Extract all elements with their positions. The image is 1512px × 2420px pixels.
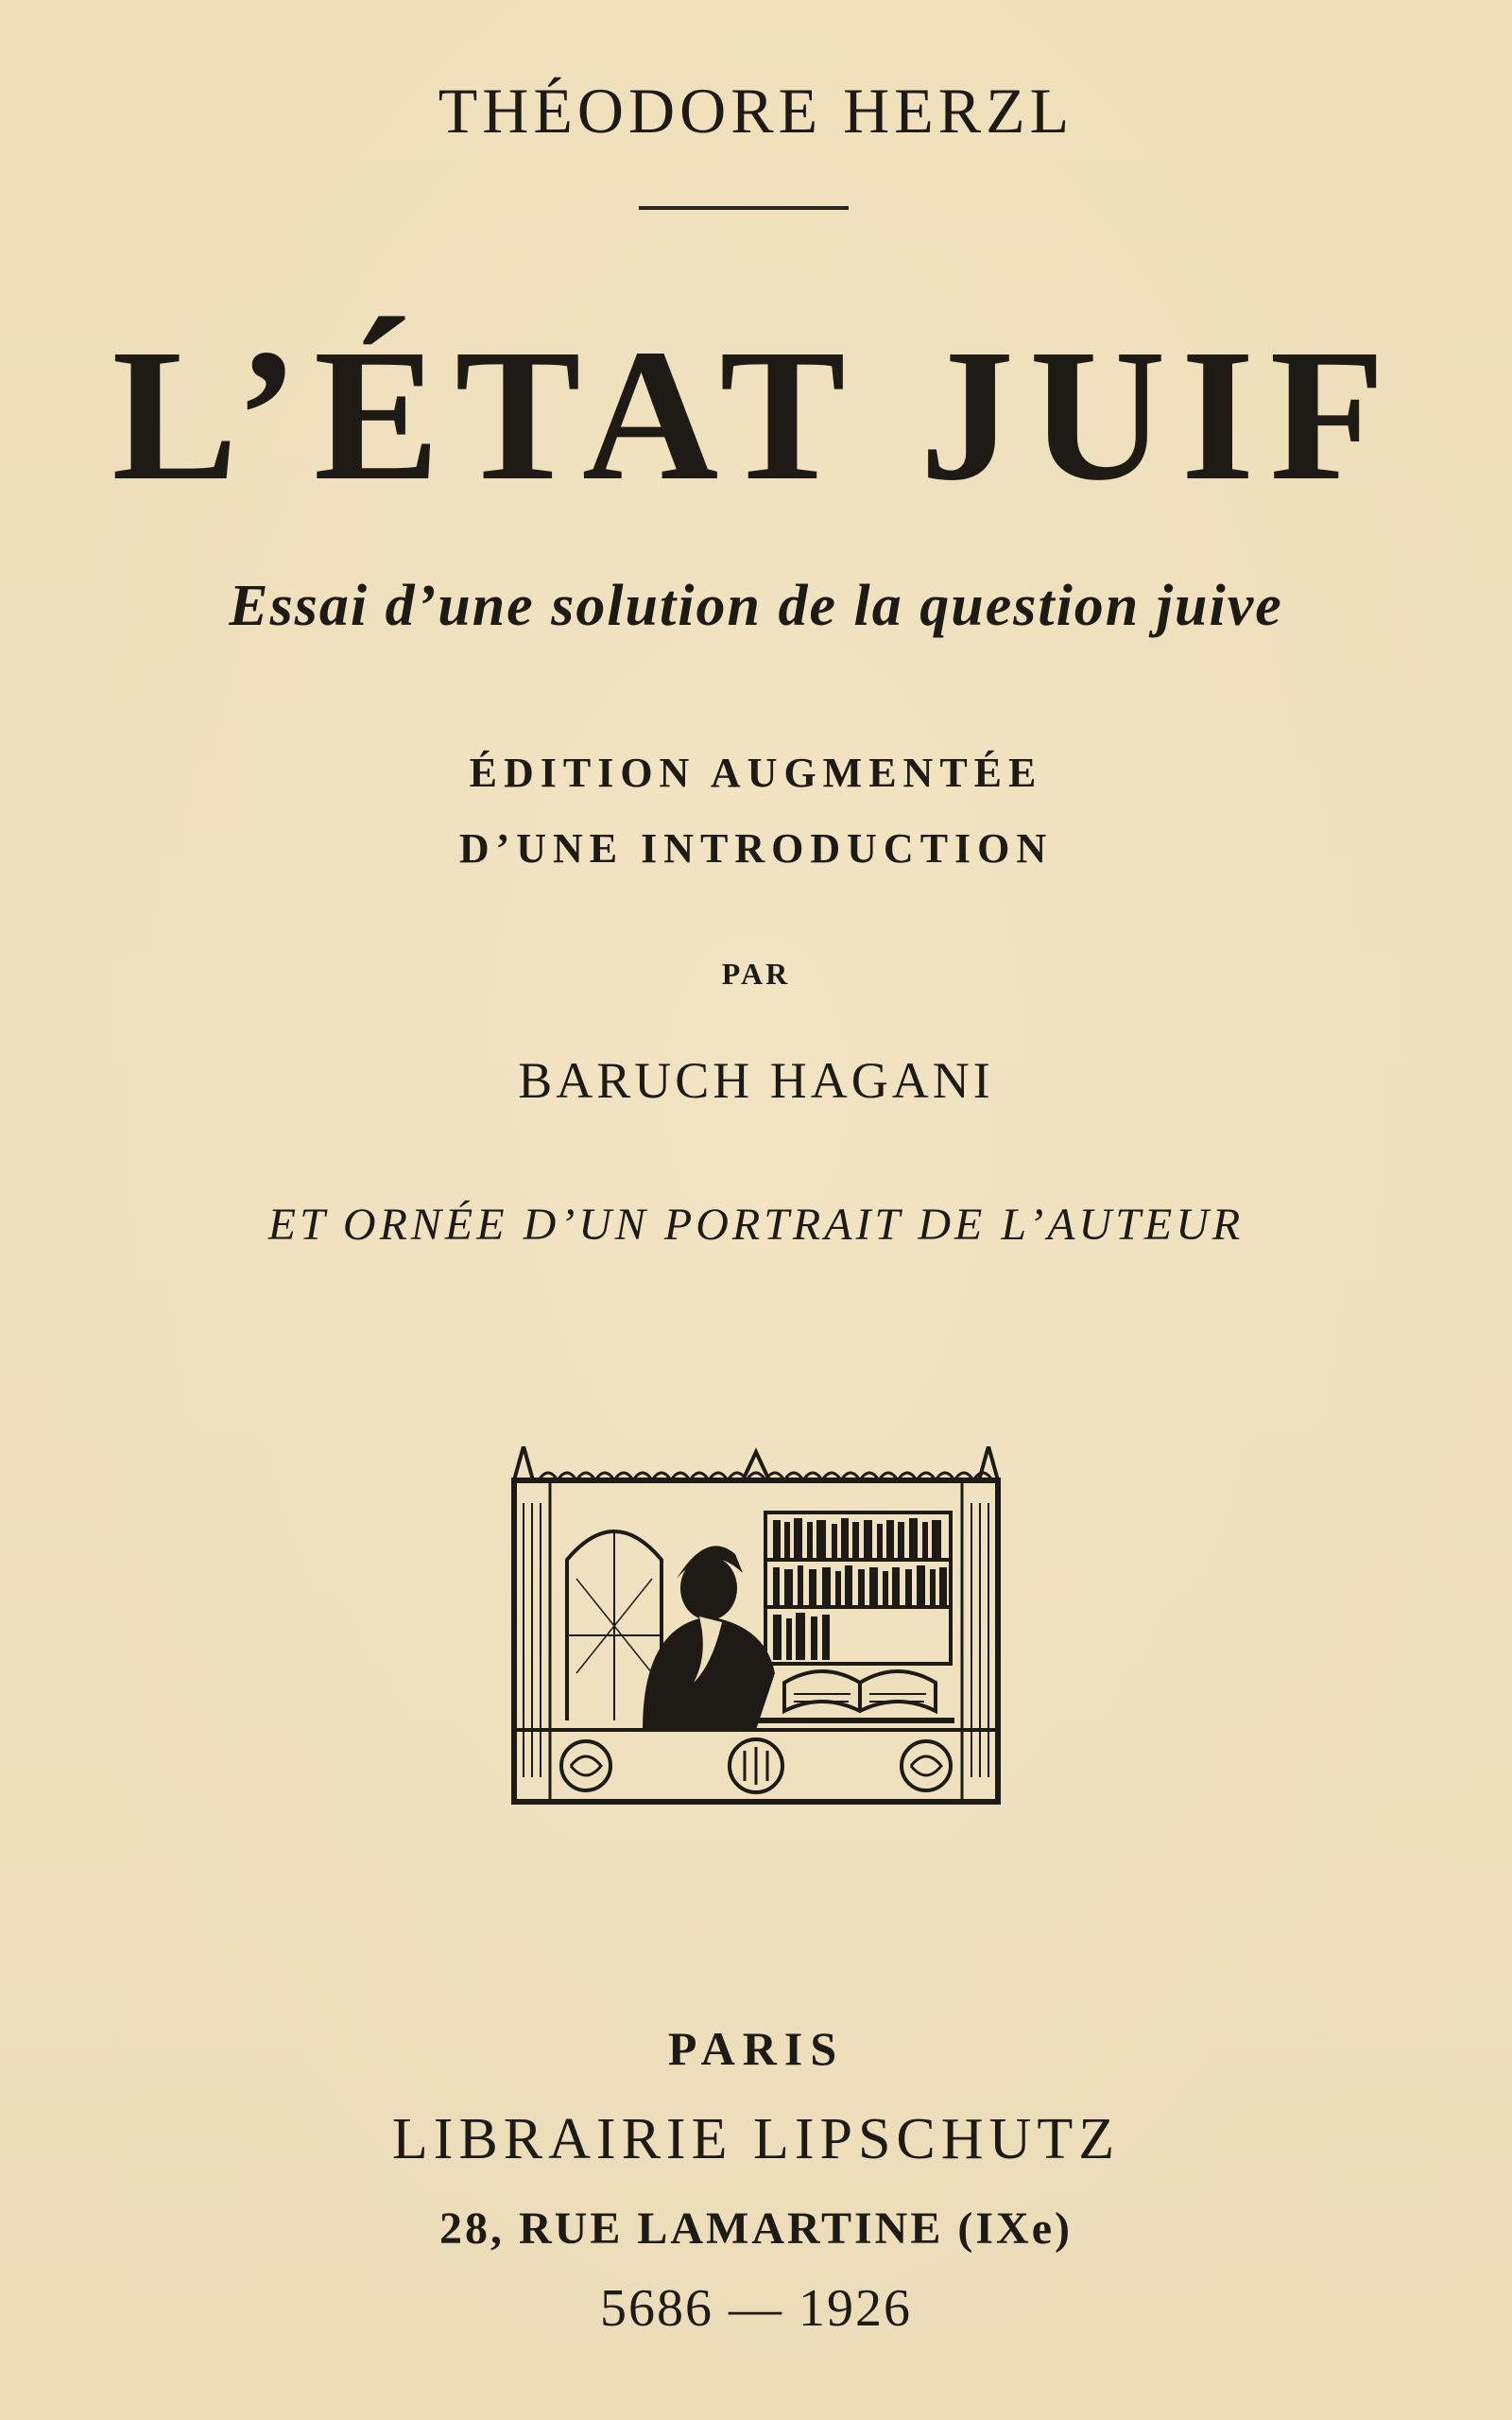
by-label: PAR xyxy=(721,957,791,991)
book-subtitle: Essai d’une solution de la question juive xyxy=(229,574,1283,638)
imprint-publisher: LIBRAIRIE LIPSCHUTZ xyxy=(391,2107,1121,2171)
imprint-year: 5686 — 1926 xyxy=(600,2279,912,2338)
introducer-name: BARUCH HAGANI xyxy=(518,1052,994,1109)
edition-line-2: D’UNE INTRODUCTION xyxy=(458,825,1054,872)
edition-line-1: ÉDITION AUGMENTÉE xyxy=(469,750,1043,796)
divider-rule xyxy=(639,206,849,210)
imprint-city: PARIS xyxy=(667,2022,845,2075)
portrait-note: ET ORNÉE D’UN PORTRAIT DE L’AUTEUR xyxy=(267,1200,1245,1250)
book-title: L’ÉTAT JUIF xyxy=(112,311,1400,520)
imprint-address: 28, RUE LAMARTINE (IXe) xyxy=(439,2204,1073,2254)
scholar-vignette-icon xyxy=(501,1446,1011,1817)
author-name: THÉODORE HERZL xyxy=(438,75,1074,147)
